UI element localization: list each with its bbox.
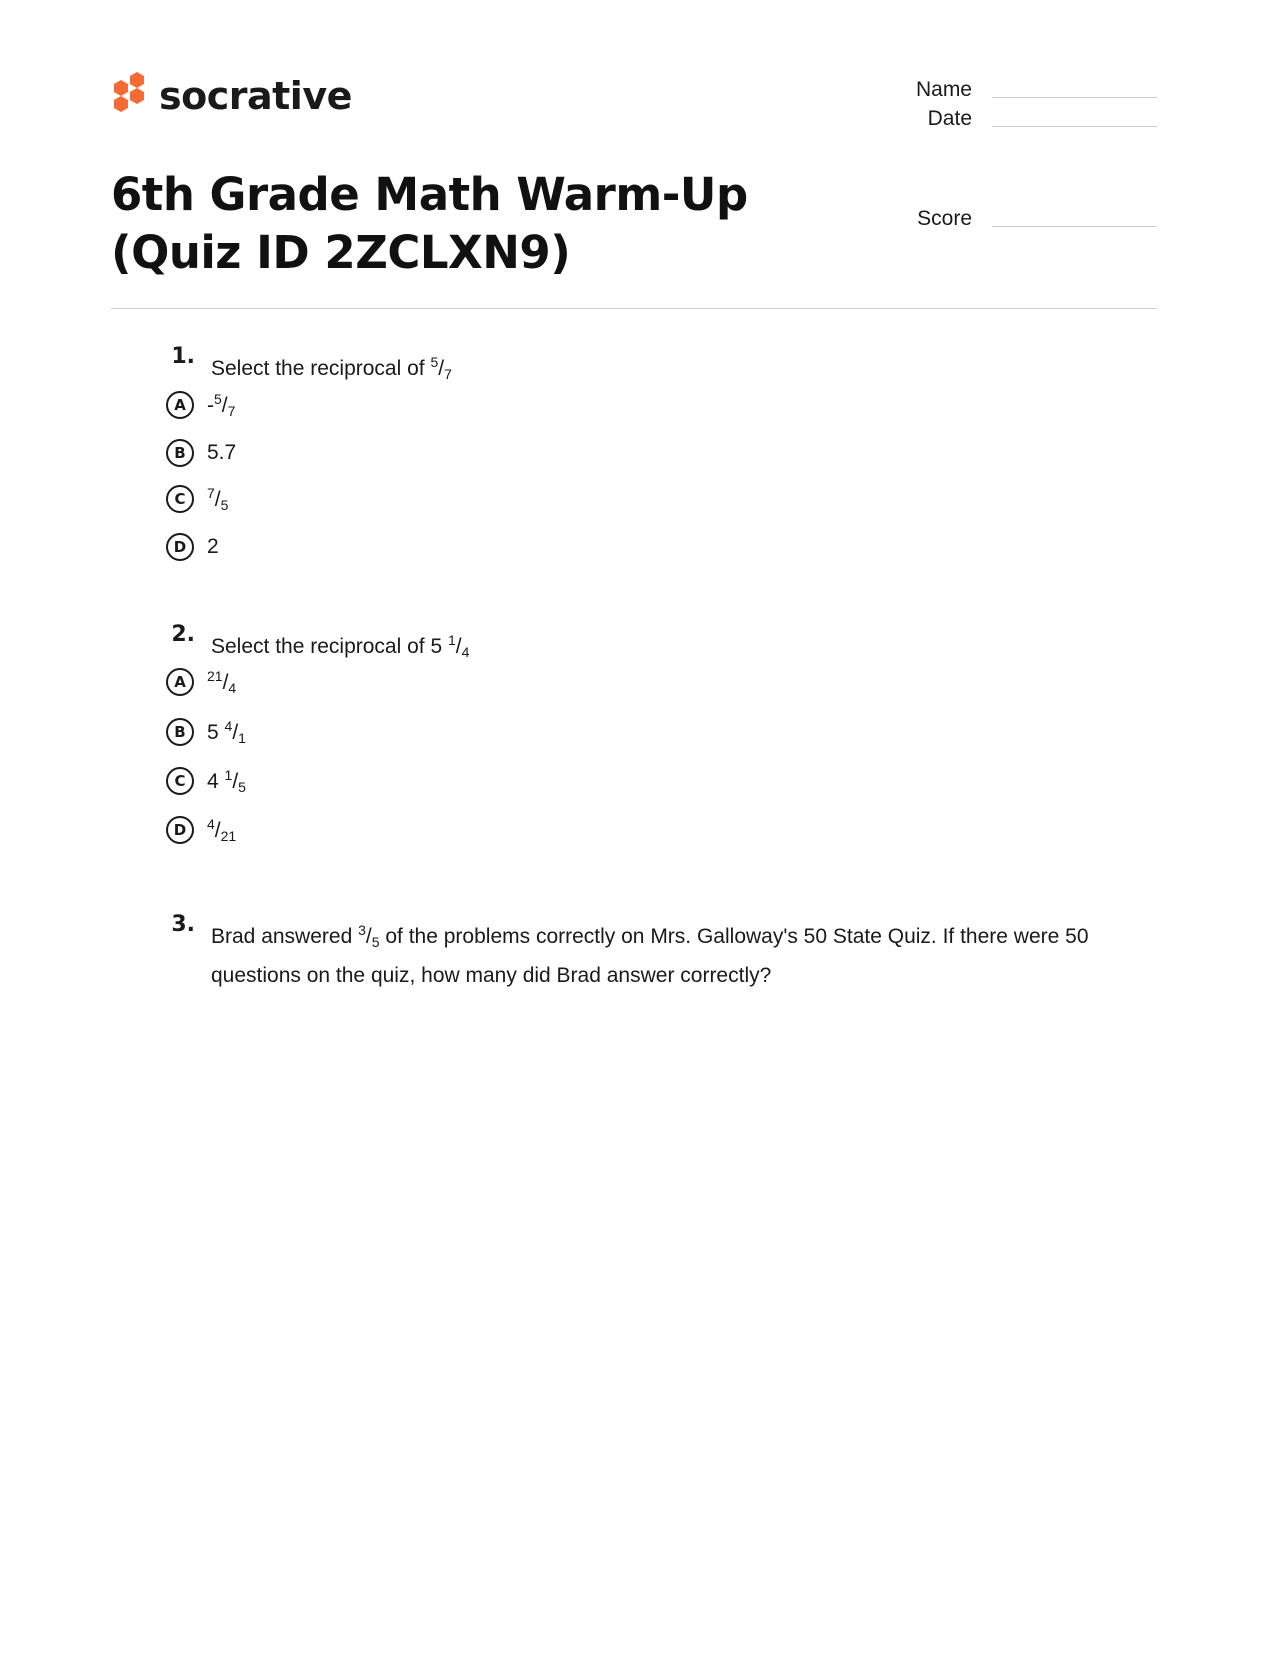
- question-text: Select the reciprocal of $^5/_7$: [211, 354, 452, 382]
- option-text: $^4/_{21}$: [207, 816, 237, 844]
- option-sign: -: [207, 394, 214, 417]
- fraction-denominator: 7: [444, 366, 452, 382]
- date-field[interactable]: [992, 126, 1157, 127]
- question-number: 2.: [171, 622, 195, 647]
- fraction-numerator: 1: [224, 767, 233, 783]
- fraction-denominator: 4: [461, 644, 470, 660]
- option-text: 2: [207, 535, 219, 558]
- header-divider: [111, 308, 1157, 309]
- fraction-denominator: 1: [238, 730, 246, 746]
- option-text: $^{21}/_4$: [207, 668, 237, 696]
- score-label: Score: [917, 207, 972, 230]
- date-label: Date: [927, 107, 972, 130]
- socrative-logo: [111, 72, 352, 120]
- option-text: 4 $^1/_5$: [207, 767, 246, 795]
- question-prefix: Brad answered: [211, 925, 359, 948]
- question-text: [211, 914, 1161, 992]
- option-letter: B: [166, 439, 194, 467]
- question-line-2: questions on the quiz, how many did Brad answer correctly?: [211, 964, 772, 987]
- fraction-numerator: 3: [358, 922, 366, 938]
- option-letter: C: [166, 767, 194, 795]
- name-label: Name: [915, 78, 972, 101]
- fraction-numerator: 4: [224, 718, 233, 734]
- option-letter: A: [166, 391, 194, 419]
- answer-option[interactable]: [166, 530, 219, 564]
- fraction-numerator: 4: [207, 816, 215, 832]
- option-letter: D: [166, 533, 194, 561]
- fraction-denominator: 5: [371, 934, 380, 950]
- score-field[interactable]: [992, 226, 1157, 227]
- option-letter: C: [166, 485, 194, 513]
- fraction-denominator: 21: [220, 828, 237, 844]
- question-suffix: of the problems correctly on Mrs. Galloway's 50 State Quiz. If there were 50: [379, 925, 1089, 948]
- fraction-numerator: 7: [207, 485, 215, 501]
- answer-option[interactable]: [166, 388, 235, 422]
- page-title: 6th Grade Math Warm-Up (Quiz ID 2ZCLXN9): [111, 168, 748, 279]
- option-text: $^7/_5$: [207, 485, 229, 513]
- answer-option[interactable]: [166, 813, 236, 847]
- answer-option[interactable]: [166, 436, 236, 470]
- brand-name: socrative: [159, 74, 352, 118]
- name-field[interactable]: [992, 97, 1157, 98]
- option-letter: A: [166, 668, 194, 696]
- option-letter: D: [166, 816, 194, 844]
- option-letter: B: [166, 718, 194, 746]
- answer-option[interactable]: [166, 715, 246, 749]
- fraction-denominator: 4: [228, 680, 237, 696]
- question-prefix: Select the reciprocal of: [211, 357, 431, 380]
- option-whole: 5: [207, 721, 225, 744]
- question-prefix: Select the reciprocal of 5: [211, 635, 448, 658]
- fraction-numerator: 21: [207, 668, 223, 684]
- question-number: 1.: [171, 344, 195, 369]
- answer-option[interactable]: [166, 482, 228, 516]
- option-text: 5 $^4/_1$: [207, 718, 246, 746]
- question-line-1: Brad answered $^3/_5$ of the problems correctly on Mrs. Galloway's 50 State Quiz. If there were 50: [211, 922, 1089, 950]
- fraction-denominator: 7: [227, 403, 236, 419]
- fraction-numerator: 5: [430, 354, 439, 370]
- option-text: 5.7: [207, 441, 237, 464]
- hexagon-cluster-icon: [111, 72, 147, 120]
- option-whole: 4: [207, 770, 225, 793]
- option-text: $-^5/_7$: [207, 391, 236, 419]
- fraction-numerator: 1: [447, 632, 456, 648]
- answer-option[interactable]: [166, 665, 236, 699]
- question-text: Select the reciprocal of 5 $^1/_4$: [211, 632, 470, 660]
- fraction-numerator: 5: [214, 391, 222, 407]
- fraction-denominator: 5: [238, 779, 246, 795]
- question-number: 3.: [171, 912, 195, 937]
- answer-option[interactable]: [166, 764, 246, 798]
- fraction-denominator: 5: [220, 497, 229, 513]
